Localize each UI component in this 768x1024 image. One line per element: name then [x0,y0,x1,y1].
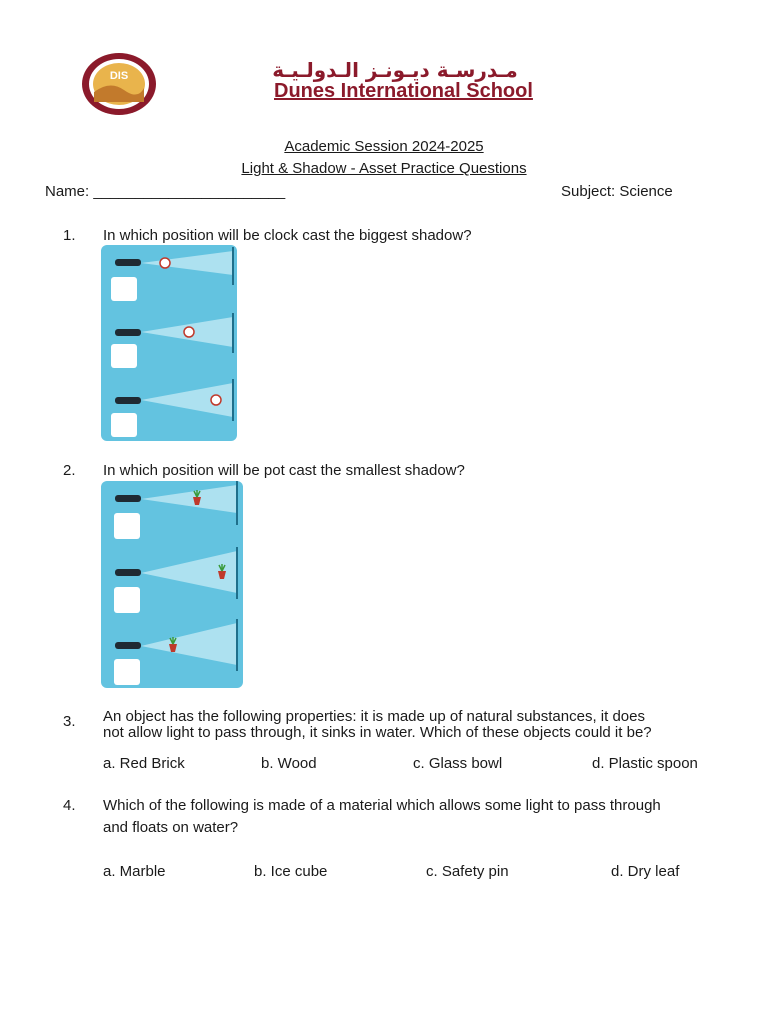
svg-text:DIS: DIS [109,70,129,82]
question-text: In which position will be pot cast the smallest shadow? [103,462,465,479]
option-b[interactable]: b. Ice cube [254,863,328,880]
clock-icon [211,395,221,405]
question-text: In which position will be clock cast the biggest shadow? [103,227,472,244]
torch-icon [115,642,141,649]
option-b[interactable]: b. Wood [261,755,317,772]
answer-box [111,344,137,368]
school-name-arabic: مـدرسـة ديـونـز الـدولـيـة [272,58,518,82]
question-number: 3. [63,713,76,730]
subject-label: Subject: Science [561,183,673,200]
name-field-label[interactable]: Name: _______________________ [45,183,286,200]
torch-icon [115,569,141,576]
option-d[interactable]: d. Dry leaf [611,863,680,880]
question-number: 4. [63,797,76,814]
option-c[interactable]: c. Glass bowl [413,755,503,772]
answer-box [111,413,137,437]
question-text-line-2: and floats on water? [103,819,239,836]
school-logo [80,52,158,116]
pot-shadow-diagram [101,481,243,688]
clock-icon [160,258,170,268]
question-number: 1. [63,227,76,244]
torch-icon [115,495,141,502]
school-name: Dunes International School [274,80,533,102]
question-text-line-1: Which of the following is made of a material which allows some light to pass through [103,797,661,814]
worksheet-topic: Light & Shadow - Asset Practice Questions [241,160,527,177]
question-text-line-1: An object has the following properties: it is made up of natural substances, it does [103,708,645,725]
torch-icon [115,329,141,336]
clock-icon [184,327,194,337]
option-c[interactable]: c. Safety pin [426,863,509,880]
academic-session: Academic Session 2024-2025 [284,138,484,155]
answer-box [114,587,140,613]
option-a[interactable]: a. Marble [103,863,166,880]
answer-box [114,513,140,539]
question-text-line-2: not allow light to pass through, it sinks in water. Which of these objects could it be? [103,724,652,741]
answer-box [114,659,140,685]
torch-icon [115,259,141,266]
torch-icon [115,397,141,404]
question-number: 2. [63,462,76,479]
option-d[interactable]: d. Plastic spoon [592,755,698,772]
option-a[interactable]: a. Red Brick [103,755,185,772]
clock-shadow-diagram [101,245,237,441]
answer-box [111,277,137,301]
